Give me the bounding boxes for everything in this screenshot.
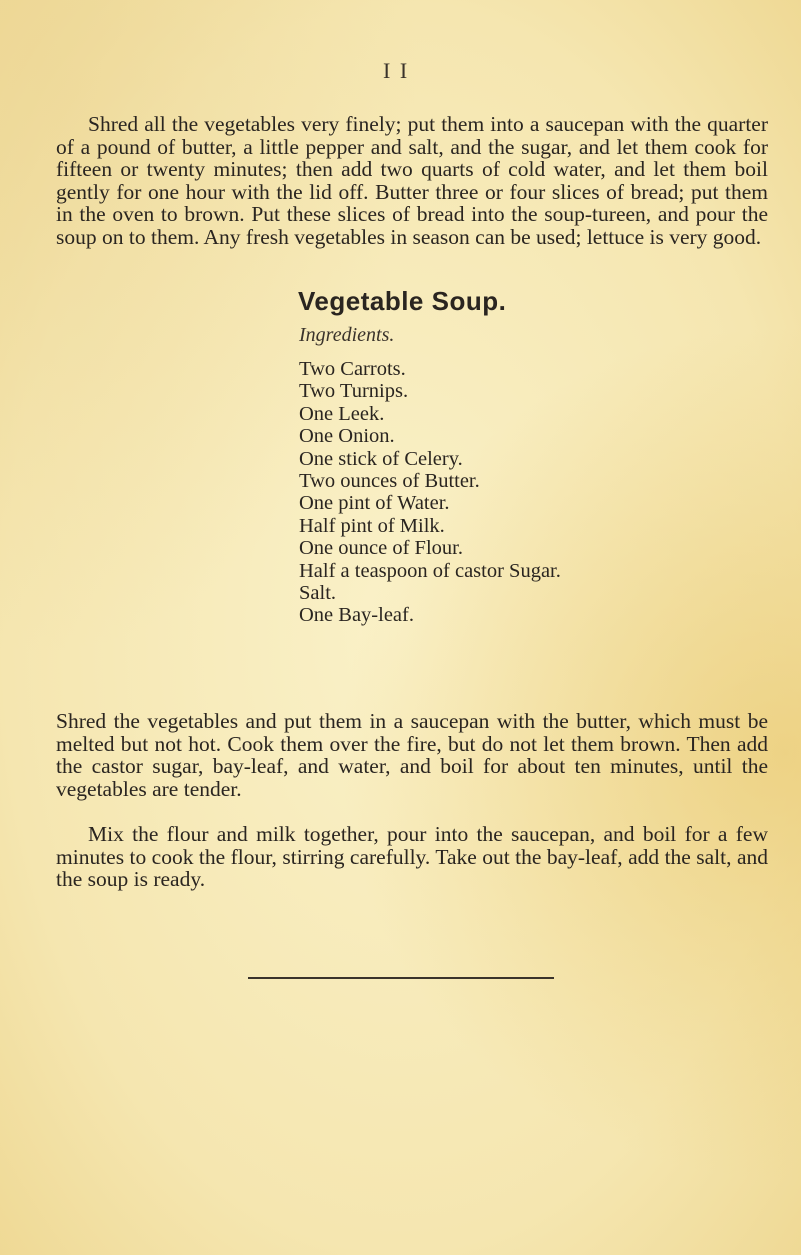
ingredient-item: Salt. [299,582,337,605]
method-paragraph-2: Mix the flour and milk together, pour into the saucepan, and boil for a few minutes to cook the flour, stirring carefully. Take out the bay-leaf, add the salt, and the soup is ready. [56,822,768,892]
ingredient-item: One Leek. [299,402,385,425]
ingredient-item: Two Turnips. [299,380,409,403]
ingredient-item: One ounce of Flour. [299,537,463,560]
ingredient-item: One Bay-leaf. [299,604,414,627]
ingredient-item: One Onion. [299,425,395,448]
ingredients-heading: Ingredients. [299,324,395,346]
method-paragraph-1: Shred the vegetables and put them in a saucepan with the butter, which must be melted but not hot. Cook them over the fire, but do not let them brown. Then add the castor sugar, bay-leaf, and water, and boil for about ten minutes, until the vegetables are tender. [56,709,768,801]
ingredient-item: Two ounces of Butter. [299,470,480,493]
ingredients-list [299,358,561,627]
ingredient-item: Two Carrots. [299,358,406,380]
ingredient-item: Half a teaspoon of castor Sugar. [299,559,561,582]
end-rule [248,977,554,979]
ingredient-item: One stick of Celery. [299,447,463,470]
ingredient-item: One pint of Water. [299,492,450,515]
intro-paragraph: Shred all the vegetables very finely; put them into a saucepan with the quarter of a pound of butter, a little pepper and salt, and the sugar, and let them cook for fifteen or twenty minutes; then add two quarts of cold water, and let them boil gently for one hour with the lid off. Butter three or four slices of bread; put them in the oven to brown. Put these slices of bread into the soup-tureen, and pour the soup on to them. Any fresh vegetables in season can be used; lettuce is very good. [56,112,768,249]
page-number: I I [383,58,410,83]
recipe-title: Vegetable Soup. [298,286,507,316]
ingredient-item: Half pint of Milk. [299,514,445,537]
